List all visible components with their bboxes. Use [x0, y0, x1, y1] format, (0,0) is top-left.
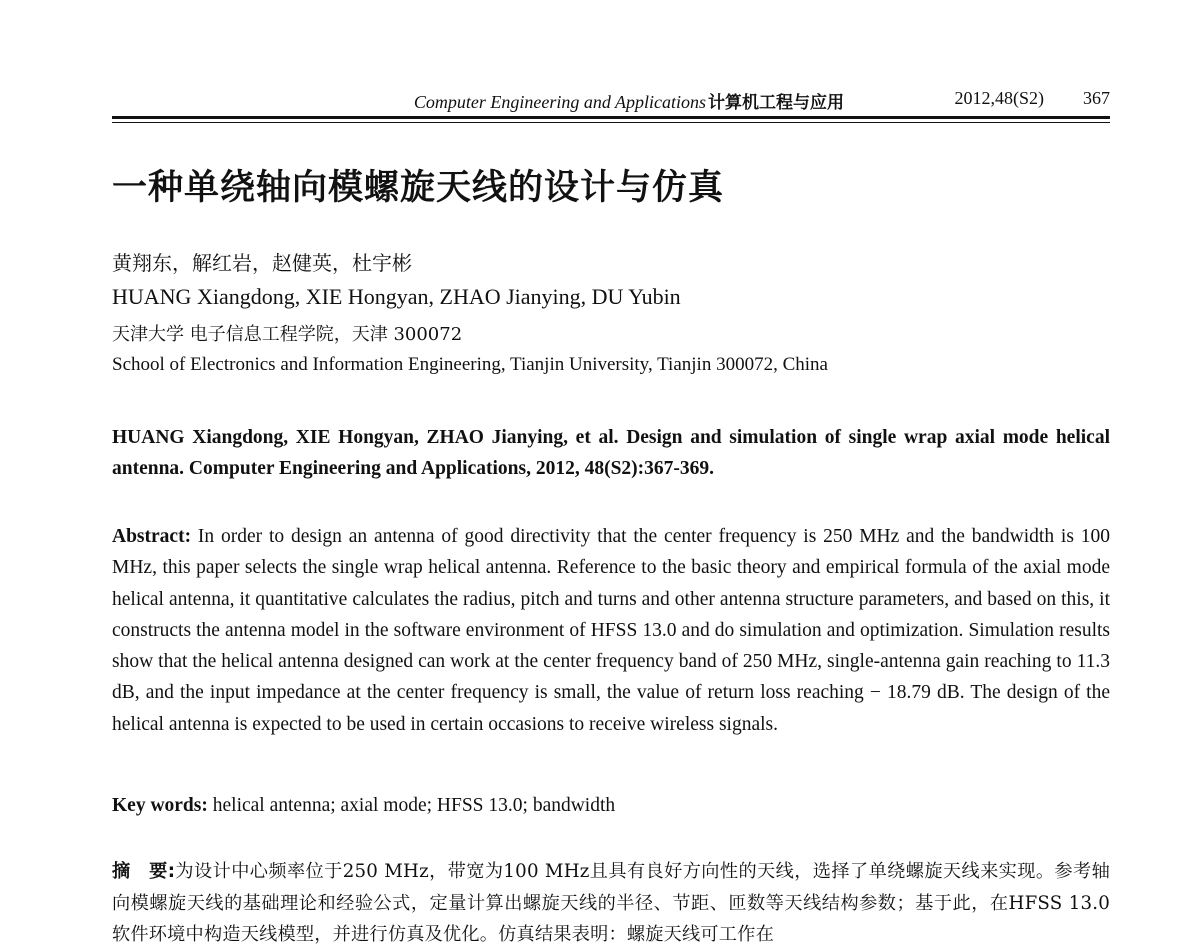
keywords-label: Key words:	[112, 795, 208, 816]
journal-name-cn: 计算机工程与应用	[708, 93, 844, 113]
authors-english: HUANG Xiangdong, XIE Hongyan, ZHAO Jianying, DU Yubin	[112, 284, 681, 309]
abstract-chinese	[112, 856, 1110, 951]
affiliation-chinese: 天津大学 电子信息工程学院，天津 300072	[112, 324, 463, 345]
abstract-english	[112, 521, 1110, 740]
running-header	[112, 86, 1110, 114]
page-number: 367	[1083, 88, 1110, 108]
abstract-cn-text: 为设计中心频率位于250 MHz，带宽为100 MHz且具有良好方向性的天线，选择了单绕螺旋天线来实现。参考轴向模螺旋天线的基础理论和经验公式，定量计算出螺旋天线的半径、节距、匝数等天线结构参数；基于此，在HFSS 13.0软件环境中构造天线模型，并进行仿真及优化。仿真结果表明：螺旋天线可工作在	[112, 861, 1110, 945]
keywords-text: helical antenna; axial mode; HFSS 13.0; bandwidth	[212, 795, 616, 816]
paper-title: 一种单绕轴向模螺旋天线的设计与仿真	[112, 168, 725, 208]
keywords	[112, 790, 1110, 821]
abstract-text: In order to design an antenna of good directivity that the center frequency is 250 MHz and the bandwidth is 100 MHz, this paper selects the single wrap helical antenna. Reference to the basic theory and empirical formula of the axial mode helical antenna, it quantitative calculates the radius, pitch and turns and other antenna structure parameters, and based on this, it constructs the antenna model in the software environment of HFSS 13.0 and do simulation and optimization. Simulation results show that the helical antenna designed can work at the center frequency band of 250 MHz, single-antenna gain reaching to 11.3 dB, and the input impedance at the center frequency is small, the value of return loss reaching − 18.79 dB. The design of the helical antenna is expected to be used in certain occasions to receive wireless signals.	[112, 526, 1111, 735]
abstract-label: Abstract:	[112, 526, 192, 547]
citation: HUANG Xiangdong, XIE Hongyan, ZHAO Jianying, et al. Design and simulation of single wrap axial mode helical antenna. Computer Engineering and Applications, 2012, 48(S2):367-369.	[112, 427, 1110, 479]
journal-name-en: Computer Engineering and Applications	[413, 92, 706, 112]
affiliation-english: School of Electronics and Information Engineering, Tianjin University, Tianjin 300072, China	[112, 354, 828, 375]
volume-issue: 2012,48(S2)	[954, 88, 1044, 108]
authors-chinese: 黄翔东，解红岩，赵健英，杜宇彬	[112, 251, 412, 275]
header-rule-thick	[112, 116, 1110, 119]
journal-name	[414, 88, 844, 113]
abstract-cn-label: 摘 要:	[112, 861, 176, 882]
header-rule-thin	[112, 122, 1110, 123]
